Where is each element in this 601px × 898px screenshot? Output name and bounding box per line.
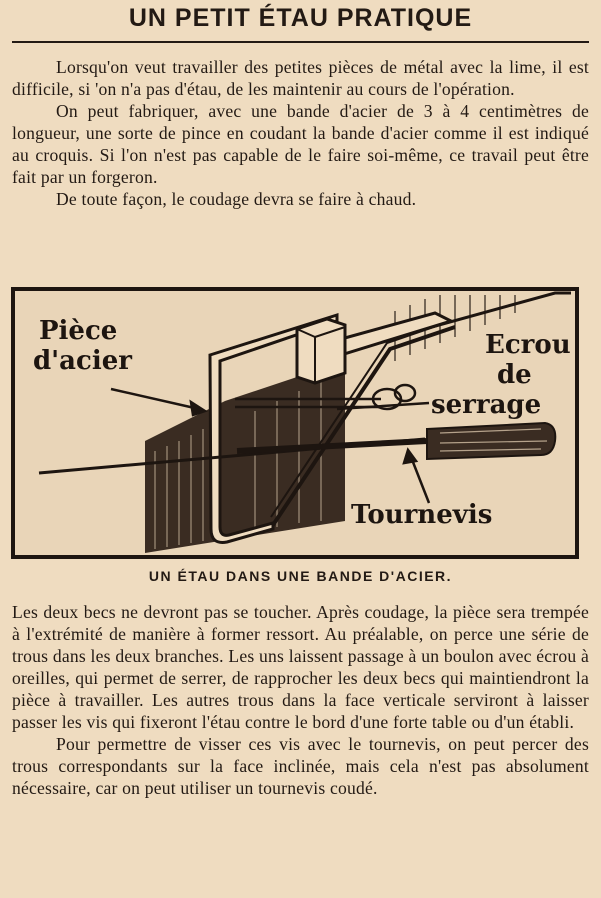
wood-block [145, 361, 345, 553]
label-piece-line2: d'acier [33, 346, 132, 376]
vise-drawing [15, 291, 575, 555]
body-paragraph-2: Pour permettre de visser ces vis avec le tournevis, on peut percer des trous correspondants sur la face inclinée, mais cela n'est pas absolument nécessaire, car on peut utiliser un tournevis coudé. [12, 734, 589, 798]
intro-paragraph-2: On peut fabriquer, avec une bande d'acier de 3 à 4 centimètres de longueur, une sorte de pince en coudant la bande d'acier comme il est indiqué au croquis. Si l'on n'est pas capable de le faire soi-même, ce travail peut être fait par un forgeron. [12, 101, 589, 187]
figure-caption: UN ÉTAU DANS UNE BANDE D'ACIER. [148, 568, 453, 584]
label-piece-line1: Pièce [39, 316, 118, 346]
label-tournevis: Tournevis [351, 500, 493, 530]
intro-text [12, 56, 589, 210]
title-rule [12, 41, 589, 43]
label-ecrou-line1: Ecrou [485, 330, 571, 360]
intro-paragraph-3: De toute façon, le coudage devra se faire à chaud. [56, 189, 417, 209]
body-paragraph-1: Les deux becs ne devront pas se toucher. Après coudage, la pièce sera trempée à l'extrémité de manière à former ressort. Au préalable, on perce une série de trous dans les deux branches. Les uns laissent passage à un boulon avec écrou à oreilles, qui permet de serrer, de rapprocher les deux becs qui maintiendront la pièce à travailler. Les autres trous dans la face verticale serviront à laisser passer les vis qui fixeront l'étau contre le bord d'une forte table ou d'un établi. [12, 602, 589, 732]
label-ecrou-line3: serrage [431, 390, 542, 420]
label-ecrou-line2: de [497, 360, 532, 390]
article-title: UN PETIT ÉTAU PRATIQUE [128, 4, 473, 32]
intro-paragraph-1: Lorsqu'on veut travailler des petites pièces de métal avec la lime, il est difficile, si 'on n'a pas d'étau, de les maintenir au cours de l'opération. [12, 57, 589, 99]
vise-illustration [11, 287, 579, 559]
steel-piece [297, 319, 345, 383]
body-text [12, 601, 589, 799]
